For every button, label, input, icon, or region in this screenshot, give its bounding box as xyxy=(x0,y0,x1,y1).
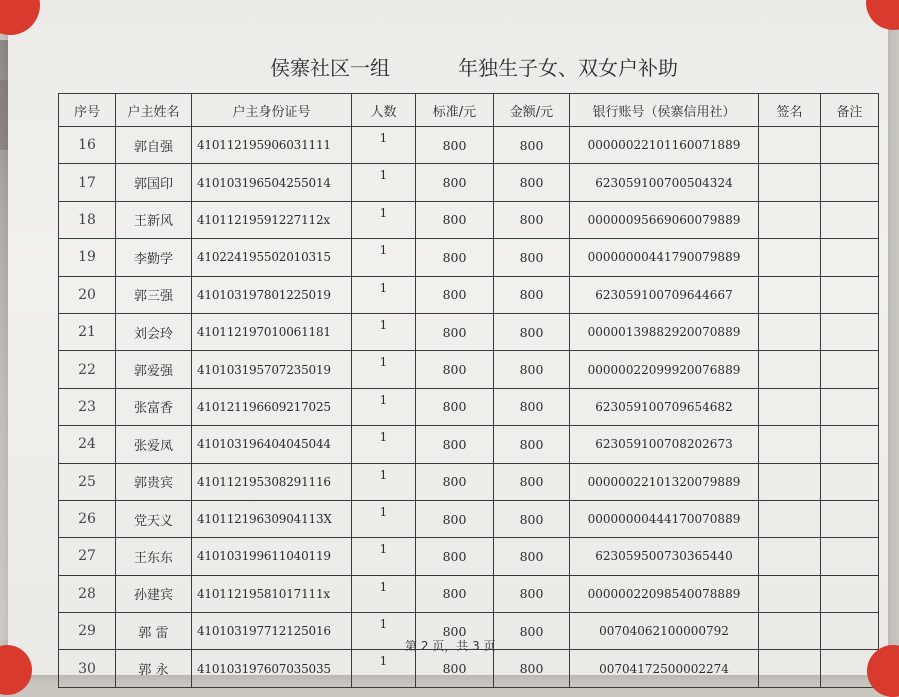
cell-standard: 800 xyxy=(416,127,494,164)
cell-remarks xyxy=(821,575,879,612)
cell-people: 1 xyxy=(352,239,416,276)
header-people: 人数 xyxy=(352,94,416,127)
cell-seq: 27 xyxy=(59,538,116,575)
table-header-row xyxy=(59,94,879,127)
cell-signature xyxy=(759,500,821,537)
table-row xyxy=(59,388,879,425)
cell-seq: 21 xyxy=(59,313,116,350)
cell-name: 党天义 xyxy=(116,500,192,537)
cell-id: 410103197607035035 xyxy=(192,650,352,687)
cell-id: 410112195308291116 xyxy=(192,463,352,500)
cell-id: 410121196609217025 xyxy=(192,388,352,425)
cell-id: 41011219591227112x xyxy=(192,201,352,238)
cell-signature xyxy=(759,239,821,276)
cell-signature xyxy=(759,575,821,612)
cell-account: 623059100709644667 xyxy=(570,276,759,313)
table-row xyxy=(59,538,879,575)
cell-signature xyxy=(759,463,821,500)
table-row xyxy=(59,313,879,350)
cell-name: 王东东 xyxy=(116,538,192,575)
cell-name: 郭国印 xyxy=(116,164,192,201)
table-row xyxy=(59,276,879,313)
cell-seq: 18 xyxy=(59,201,116,238)
cell-remarks xyxy=(821,201,879,238)
cell-amount: 800 xyxy=(494,575,570,612)
cell-account: 623059100709654682 xyxy=(570,388,759,425)
header-name: 户主姓名 xyxy=(116,94,192,127)
cell-amount: 800 xyxy=(494,426,570,463)
cell-signature xyxy=(759,313,821,350)
title-community: 侯寨社区一组 xyxy=(270,56,390,80)
cell-people: 1 xyxy=(352,650,416,687)
cell-remarks xyxy=(821,463,879,500)
cell-standard: 800 xyxy=(416,500,494,537)
cell-name: 郭 永 xyxy=(116,650,192,687)
cell-name: 李勤学 xyxy=(116,239,192,276)
cell-id: 41011219630904113X xyxy=(192,500,352,537)
cell-people: 1 xyxy=(352,463,416,500)
cell-remarks xyxy=(821,127,879,164)
table-row xyxy=(59,201,879,238)
cell-standard: 800 xyxy=(416,164,494,201)
cell-seq: 28 xyxy=(59,575,116,612)
cell-signature xyxy=(759,276,821,313)
cell-account: 00000095669060079889 xyxy=(570,201,759,238)
cell-id: 410103196404045044 xyxy=(192,426,352,463)
cell-amount: 800 xyxy=(494,164,570,201)
cell-amount: 800 xyxy=(494,500,570,537)
cell-signature xyxy=(759,127,821,164)
cell-id: 410112195906031111 xyxy=(192,127,352,164)
header-amount: 金额/元 xyxy=(494,94,570,127)
page-footer: 第 2 页，共 3 页 xyxy=(405,639,496,653)
cell-seq: 22 xyxy=(59,351,116,388)
cell-account: 00000022099920076889 xyxy=(570,351,759,388)
cell-remarks xyxy=(821,351,879,388)
cell-account: 00704172500002274 xyxy=(570,650,759,687)
cell-remarks xyxy=(821,388,879,425)
cell-people: 1 xyxy=(352,276,416,313)
cell-seq: 29 xyxy=(59,613,116,650)
cell-account: 00000000444170070889 xyxy=(570,500,759,537)
cell-amount: 800 xyxy=(494,201,570,238)
header-id: 户主身份证号 xyxy=(192,94,352,127)
cell-amount: 800 xyxy=(494,613,570,650)
cell-amount: 800 xyxy=(494,463,570,500)
cell-standard: 800 xyxy=(416,650,494,687)
table-row xyxy=(59,500,879,537)
cell-account: 623059100708202673 xyxy=(570,426,759,463)
cell-seq: 20 xyxy=(59,276,116,313)
table-row xyxy=(59,650,879,687)
cell-remarks xyxy=(821,239,879,276)
cell-people: 1 xyxy=(352,164,416,201)
cell-standard: 800 xyxy=(416,351,494,388)
cell-seq: 30 xyxy=(59,650,116,687)
cell-amount: 800 xyxy=(494,388,570,425)
cell-remarks xyxy=(821,538,879,575)
table-row xyxy=(59,239,879,276)
cell-name: 郭自强 xyxy=(116,127,192,164)
table-row xyxy=(59,575,879,612)
cell-name: 王新风 xyxy=(116,201,192,238)
cell-signature xyxy=(759,538,821,575)
cell-id: 410103199611040119 xyxy=(192,538,352,575)
header-signature: 签名 xyxy=(759,94,821,127)
cell-amount: 800 xyxy=(494,538,570,575)
cell-standard: 800 xyxy=(416,313,494,350)
cell-people: 1 xyxy=(352,201,416,238)
table-row xyxy=(59,463,879,500)
cell-id: 410103197801225019 xyxy=(192,276,352,313)
cell-standard: 800 xyxy=(416,463,494,500)
cell-account: 623059100700504324 xyxy=(570,164,759,201)
cell-remarks xyxy=(821,164,879,201)
cell-name: 张爱凤 xyxy=(116,426,192,463)
table-row xyxy=(59,351,879,388)
cell-people: 1 xyxy=(352,500,416,537)
cell-people: 1 xyxy=(352,426,416,463)
cell-id: 410103196504255014 xyxy=(192,164,352,201)
cell-standard: 800 xyxy=(416,426,494,463)
cell-remarks xyxy=(821,500,879,537)
cell-standard: 800 xyxy=(416,388,494,425)
cell-name: 刘会玲 xyxy=(116,313,192,350)
cell-people: 1 xyxy=(352,388,416,425)
cell-seq: 24 xyxy=(59,426,116,463)
cell-account: 623059500730365440 xyxy=(570,538,759,575)
cell-account: 00000022101160071889 xyxy=(570,127,759,164)
cell-amount: 800 xyxy=(494,351,570,388)
subsidy-table xyxy=(58,93,879,688)
cell-people: 1 xyxy=(352,313,416,350)
cell-standard: 800 xyxy=(416,276,494,313)
cell-id: 410112197010061181 xyxy=(192,313,352,350)
cell-id: 410103197712125016 xyxy=(192,613,352,650)
cell-people: 1 xyxy=(352,127,416,164)
cell-seq: 19 xyxy=(59,239,116,276)
cell-signature xyxy=(759,426,821,463)
cell-name: 郭三强 xyxy=(116,276,192,313)
cell-standard: 800 xyxy=(416,201,494,238)
cell-account: 00000000441790079889 xyxy=(570,239,759,276)
cell-standard: 800 xyxy=(416,239,494,276)
header-account: 银行账号（侯寨信用社） xyxy=(570,94,759,127)
cell-account: 00000139882920070889 xyxy=(570,313,759,350)
cell-remarks xyxy=(821,426,879,463)
cell-remarks xyxy=(821,313,879,350)
cell-name: 张富香 xyxy=(116,388,192,425)
cell-remarks xyxy=(821,276,879,313)
cell-account: 00000022101320079889 xyxy=(570,463,759,500)
cell-people: 1 xyxy=(352,575,416,612)
header-remarks: 备注 xyxy=(821,94,879,127)
title-subject: 年独生子女、双女户补助 xyxy=(458,56,678,80)
cell-amount: 800 xyxy=(494,650,570,687)
cell-seq: 26 xyxy=(59,500,116,537)
cell-people: 1 xyxy=(352,351,416,388)
cell-signature xyxy=(759,650,821,687)
cell-account: 00704062100000792 xyxy=(570,613,759,650)
cell-seq: 16 xyxy=(59,127,116,164)
cell-amount: 800 xyxy=(494,239,570,276)
cell-people: 1 xyxy=(352,613,416,650)
cell-amount: 800 xyxy=(494,313,570,350)
cell-signature xyxy=(759,201,821,238)
table-row xyxy=(59,164,879,201)
cell-people: 1 xyxy=(352,538,416,575)
cell-name: 郭爱强 xyxy=(116,351,192,388)
cell-name: 孙建宾 xyxy=(116,575,192,612)
cell-standard: 800 xyxy=(416,613,494,650)
cell-signature xyxy=(759,388,821,425)
cell-standard: 800 xyxy=(416,538,494,575)
cell-account: 00000022098540078889 xyxy=(570,575,759,612)
cell-signature xyxy=(759,613,821,650)
cell-standard: 800 xyxy=(416,575,494,612)
table-row xyxy=(59,127,879,164)
cell-seq: 25 xyxy=(59,463,116,500)
table-row xyxy=(59,426,879,463)
cell-name: 郭贵宾 xyxy=(116,463,192,500)
cell-id: 410103195707235019 xyxy=(192,351,352,388)
cell-id: 41011219581017111x xyxy=(192,575,352,612)
cell-name: 郭 雷 xyxy=(116,613,192,650)
cell-signature xyxy=(759,164,821,201)
cell-remarks xyxy=(821,613,879,650)
cell-amount: 800 xyxy=(494,276,570,313)
cell-signature xyxy=(759,351,821,388)
cell-seq: 23 xyxy=(59,388,116,425)
cell-id: 410224195502010315 xyxy=(192,239,352,276)
header-seq: 序号 xyxy=(59,94,116,127)
cell-amount: 800 xyxy=(494,127,570,164)
cell-seq: 17 xyxy=(59,164,116,201)
header-standard: 标准/元 xyxy=(416,94,494,127)
